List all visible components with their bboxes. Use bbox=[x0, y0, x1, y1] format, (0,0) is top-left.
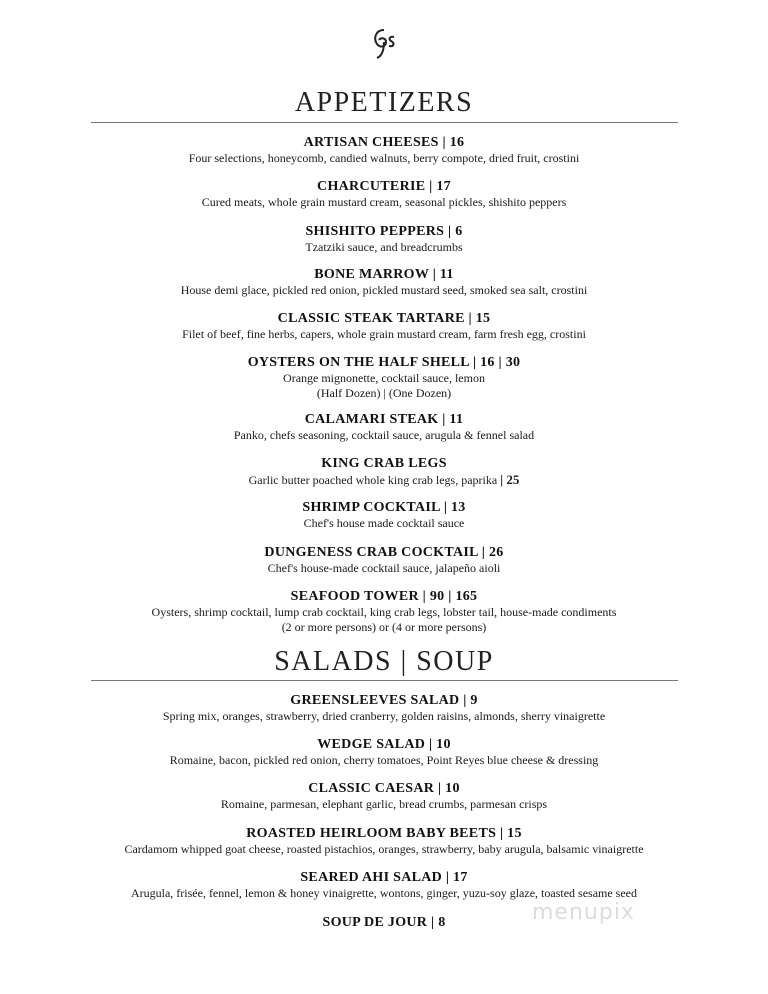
menu-item-classic-caesar bbox=[0, 780, 768, 812]
menu-item-calamari-steak bbox=[0, 411, 768, 443]
menu-item-classic-steak-tartare bbox=[0, 310, 768, 342]
item-description: Four selections, honeycomb, candied walnuts, berry compote, dried fruit, crostini bbox=[188, 151, 580, 165]
item-description: Tzatziki sauce, and breadcrumbs bbox=[305, 240, 463, 254]
item-description-secondary: (Half Dozen) | (One Dozen) bbox=[316, 386, 452, 400]
menu-item-oysters bbox=[0, 354, 768, 401]
item-name: SOUP DE JOUR | 8 bbox=[322, 915, 446, 930]
item-description: Oysters, shrimp cocktail, lump crab cocktail, king crab legs, lobster tail, house-made condiments bbox=[151, 605, 617, 619]
item-description: Panko, chefs seasoning, cocktail sauce, arugula & fennel salad bbox=[233, 428, 535, 442]
menu-item-wedge-salad bbox=[0, 736, 768, 768]
item-description-line bbox=[0, 472, 768, 488]
item-name: CALAMARI STEAK | 11 bbox=[304, 412, 464, 427]
item-description: Cardamom whipped goat cheese, roasted pistachios, oranges, strawberry, baby arugula, balsamic vinaigrette bbox=[124, 842, 644, 856]
menu-item-greensleeves-salad bbox=[0, 692, 768, 724]
item-description: Garlic butter poached whole king crab legs, paprika bbox=[248, 473, 498, 487]
item-name: CLASSIC STEAK TARTARE | 15 bbox=[277, 311, 491, 326]
menu-item-seafood-tower bbox=[0, 588, 768, 635]
item-name: GREENSLEEVES SALAD | 9 bbox=[290, 693, 478, 708]
menu-item-bone-marrow bbox=[0, 266, 768, 298]
item-name: CLASSIC CAESAR | 10 bbox=[308, 781, 460, 796]
item-description: Arugula, frisée, fennel, lemon & honey vinaigrette, wontons, ginger, yuzu-soy glaze, toasted sesame seed bbox=[130, 886, 638, 900]
menu-item-king-crab-legs bbox=[0, 455, 768, 488]
item-description: Spring mix, oranges, strawberry, dried cranberry, golden raisins, almonds, sherry vinaigrette bbox=[162, 709, 606, 723]
item-description: Romaine, bacon, pickled red onion, cherry tomatoes, Point Reyes blue cheese & dressing bbox=[169, 753, 599, 767]
item-description-secondary: (2 or more persons) or (4 or more persons) bbox=[281, 620, 487, 634]
item-description: Cured meats, whole grain mustard cream, seasonal pickles, shishito peppers bbox=[201, 195, 567, 209]
section-divider bbox=[91, 122, 678, 123]
item-description: Filet of beef, fine herbs, capers, whole grain mustard cream, farm fresh egg, crostini bbox=[182, 327, 586, 341]
item-description: Orange mignonette, cocktail sauce, lemon bbox=[283, 371, 485, 385]
section-title-salads-soup: SALADS | SOUP bbox=[274, 646, 494, 677]
menu-item-roasted-heirloom-baby-beets bbox=[0, 825, 768, 857]
item-name: WEDGE SALAD | 10 bbox=[317, 737, 451, 752]
item-name: SEAFOOD TOWER | 90 | 165 bbox=[290, 589, 478, 604]
menu-item-charcuterie bbox=[0, 178, 768, 210]
section-title-appetizers: APPETIZERS bbox=[294, 87, 474, 118]
item-name: BONE MARROW | 11 bbox=[314, 267, 454, 282]
item-name: SHRIMP COCKTAIL | 13 bbox=[302, 500, 466, 515]
menu-item-artisan-cheeses bbox=[0, 134, 768, 166]
item-name: ROASTED HEIRLOOM BABY BEETS | 15 bbox=[246, 826, 522, 841]
item-description: House demi glace, pickled red onion, pickled mustard seed, smoked sea salt, crostini bbox=[180, 283, 588, 297]
menu-item-soup-de-jour bbox=[0, 914, 768, 931]
menu-item-seared-ahi-salad bbox=[0, 869, 768, 901]
menu-item-shishito-peppers bbox=[0, 223, 768, 255]
section-divider bbox=[91, 680, 678, 681]
item-description: Chef's house made cocktail sauce bbox=[303, 516, 465, 530]
item-price: | 25 bbox=[500, 472, 520, 487]
item-name: OYSTERS ON THE HALF SHELL | 16 | 30 bbox=[247, 355, 521, 370]
item-name: CHARCUTERIE | 17 bbox=[317, 179, 451, 194]
item-name: SEARED AHI SALAD | 17 bbox=[300, 870, 468, 885]
watermark: menupix bbox=[532, 900, 635, 925]
item-name: DUNGENESS CRAB COCKTAIL | 26 bbox=[264, 545, 504, 560]
menu-item-dungeness-crab-cocktail bbox=[0, 544, 768, 576]
item-name: KING CRAB LEGS bbox=[321, 456, 447, 471]
item-name: ARTISAN CHEESES | 16 bbox=[303, 135, 465, 150]
restaurant-logo-icon bbox=[364, 24, 404, 64]
menu-item-shrimp-cocktail bbox=[0, 499, 768, 531]
item-name: SHISHITO PEPPERS | 6 bbox=[305, 224, 463, 239]
item-description: Chef's house-made cocktail sauce, jalapeño aioli bbox=[267, 561, 501, 575]
item-description: Romaine, parmesan, elephant garlic, bread crumbs, parmesan crisps bbox=[220, 797, 548, 811]
